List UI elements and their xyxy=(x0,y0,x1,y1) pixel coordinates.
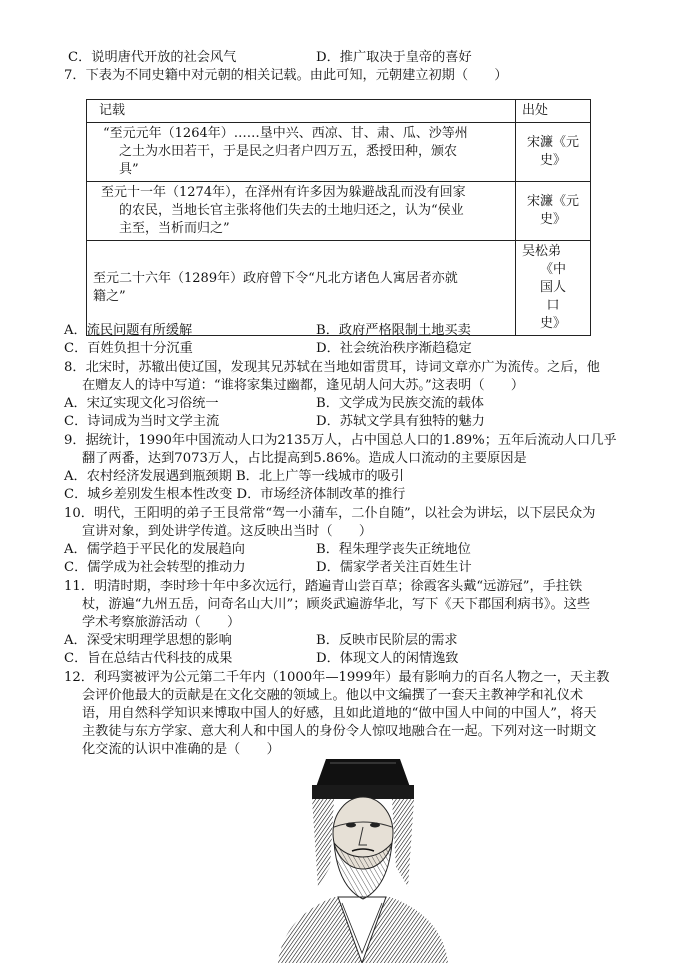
source-line: 宋濂《元 xyxy=(526,194,579,209)
source-line: 口 xyxy=(546,298,560,313)
record-line: 具” xyxy=(119,162,139,177)
q10-option-d: D．儒家学者关注百姓生计 xyxy=(316,560,472,575)
q10-option-c: C．儒学成为社会转型的推动力 xyxy=(64,560,246,575)
q9-options-cd: C．城乡差别发生根本性改变 D．市场经济体制改革的推行 xyxy=(64,487,406,502)
q7-option-b: B．政府严格限制土地买卖 xyxy=(316,323,471,338)
source-cell xyxy=(516,123,591,182)
q8-option-d: D．苏轼文学具有独特的魅力 xyxy=(316,414,485,429)
table-row xyxy=(87,123,591,182)
question-9-stem-cont: 翻了两番，达到7073万人，占比提高到5.86%。造成人口流动的主要原因是 xyxy=(82,451,527,466)
q11-option-b: B．反映市民阶层的需求 xyxy=(316,633,458,648)
source-line: 史》 xyxy=(539,153,566,168)
source-line: 史》 xyxy=(539,212,566,227)
question-7-stem: 7．下表为不同史籍中对元朝的相关记载。由此可知，元朝建立初期（ ） xyxy=(64,68,508,83)
q10-option-a: A．儒学趋于平民化的发展趋向 xyxy=(64,542,245,557)
q7-option-c: C．百姓负担十分沉重 xyxy=(64,341,193,356)
header-source: 出处 xyxy=(516,100,591,123)
records-table xyxy=(86,99,591,336)
question-12-stem-cont: 主教徒与东方学家、意大利人和中国人的身份令人惊叹地融合在一起。下列对这一时期文 xyxy=(82,724,597,739)
source-cell xyxy=(516,241,591,336)
q11-option-c: C．旨在总结古代科技的成果 xyxy=(64,651,233,666)
option-d-prev: D．推广取决于皇帝的喜好 xyxy=(316,50,472,65)
source-line: 国人 xyxy=(539,280,566,295)
question-10-stem-cont: 宣讲对象，到处讲学传道。这反映出当时（ ） xyxy=(82,524,373,539)
q7-option-d: D．社会统治秩序渐趋稳定 xyxy=(316,341,472,356)
q10-option-b: B．程朱理学丧失正统地位 xyxy=(316,542,471,557)
question-11-stem-cont: 杖，游遍“九州五岳，问奇名山大川”；顾炎武遍游华北，写下《天下郡国利病书》。这些 xyxy=(82,597,591,612)
source-line: 宋濂《元 xyxy=(526,135,579,150)
record-line: 之土为水田若干，于是民之归者户四万五，悉授田种，颁农 xyxy=(119,144,458,159)
source-cell xyxy=(516,182,591,241)
source-line: 史》 xyxy=(539,316,566,331)
question-8-stem-cont: 在赠友人的诗中写道：“谁将家集过幽都，逢见胡人问大苏。”这表明（ ） xyxy=(82,378,525,393)
record-line: 籍之” xyxy=(93,289,126,304)
q11-option-d: D．体现文人的闲情逸致 xyxy=(316,651,459,666)
q8-option-c: C．诗词成为当时文学主流 xyxy=(64,414,220,429)
record-line: 至元十一年（1274年），在泽州有许多因为躲避战乱而没有回家 xyxy=(101,185,466,200)
question-12-stem-cont: 会评价他最大的贡献是在文化交融的领域上。他以中文编撰了一套天主教神学和礼仪术 xyxy=(82,688,584,703)
record-cell xyxy=(87,182,516,241)
q8-option-b: B．文学成为民族交流的载体 xyxy=(316,396,484,411)
header-record: 记载 xyxy=(87,100,516,123)
record-line: “至元元年（1264年）……垦中兴、西凉、甘、肃、瓜、沙等州 xyxy=(103,126,468,141)
record-line: 主至，当析而归之” xyxy=(119,221,230,236)
question-12-stem-cont: 语，用自然科学知识来博取中国人的好感，且如此道地的“做中国人中间的中国人”，将天 xyxy=(82,706,597,721)
q7-option-a: A．流民问题有所缓解 xyxy=(64,323,193,338)
question-12-stem-cont: 化交流的认识中准确的是（ ） xyxy=(82,742,280,757)
q11-option-a: A．深受宋明理学思想的影响 xyxy=(64,633,232,648)
table-header-row xyxy=(87,100,591,123)
table-row xyxy=(87,182,591,241)
option-c-prev: C．说明唐代开放的社会风气 xyxy=(68,50,237,65)
record-line: 至元二十六年（1289年）政府曾下令“凡北方诸色人寓居者亦就 xyxy=(93,271,458,286)
question-8-stem: 8．北宋时，苏辙出使辽国，发现其兄苏轼在当地如雷贯耳，诗词文章亦广为流传。之后，他 xyxy=(64,360,600,375)
record-line: 的农民，当地长官主张将他们失去的土地归还之，认为“侯业 xyxy=(119,203,464,218)
question-11-stem: 11．明清时期，李时珍十年中多次远行，踏遍青山尝百草；徐霞客头戴“远游冠”，手拄铁 xyxy=(64,579,583,594)
source-line: 吴松弟 xyxy=(522,244,562,259)
q8-option-a: A．宋辽实现文化习俗统一 xyxy=(64,396,219,411)
record-cell xyxy=(87,123,516,182)
source-line: 《中 xyxy=(539,262,566,277)
question-10-stem: 10．明代，王阳明的弟子王艮常常“驾一小蒲车，二仆自随”，以社会为讲坛，以下层民众为 xyxy=(64,506,596,521)
question-9-stem: 9．据统计，1990年中国流动人口为2135万人，占中国总人口的1.89%；五年后流动人口几乎 xyxy=(64,433,617,448)
question-12-stem: 12．利玛窦被评为公元第二千年内（1000年—1999年）最有影响力的百名人物之一，天主教 xyxy=(64,670,610,685)
question-11-stem-cont: 学术考察旅游活动（ ） xyxy=(82,615,241,630)
q9-options-ab: A．农村经济发展遇到瓶颈期 B．北上广等一线城市的吸引 xyxy=(64,469,404,484)
portrait-image xyxy=(268,757,456,963)
